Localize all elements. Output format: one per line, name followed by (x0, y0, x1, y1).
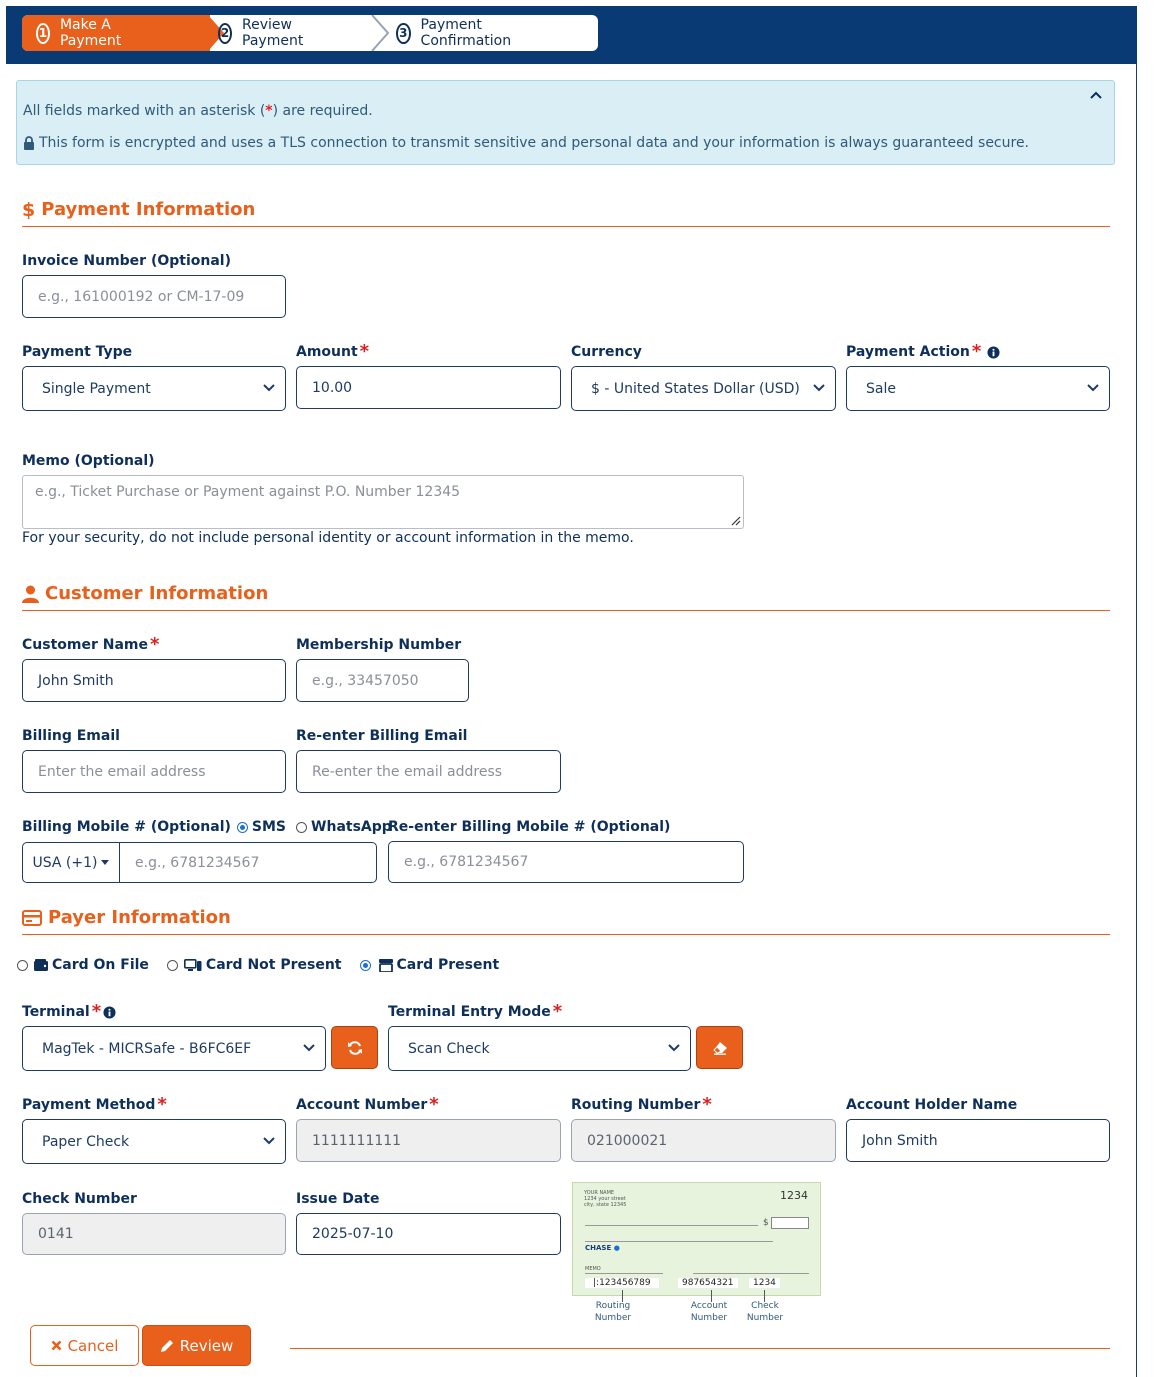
info-alert (16, 80, 1115, 165)
step-payment-confirmation[interactable] (396, 15, 518, 51)
issue-date-input[interactable]: 2025-07-10 (296, 1213, 561, 1255)
micr-check: 1234 (749, 1278, 780, 1288)
credit-card-icon (22, 910, 42, 926)
chevron-up-icon[interactable] (1088, 87, 1104, 103)
invoice-label: Invoice Number (Optional) (22, 253, 231, 269)
refresh-terminals-button[interactable] (331, 1026, 378, 1069)
card-not-present-radio[interactable] (167, 960, 178, 971)
section-payer-information: Payer Information (22, 901, 1110, 935)
card-on-file-radio[interactable] (17, 960, 28, 971)
section-customer-information: Customer Information (22, 577, 1110, 611)
payment-action-label: Payment Action * (846, 344, 1000, 360)
resize-handle-icon[interactable] (731, 516, 741, 526)
routing-number-input[interactable]: 021000021 (571, 1119, 836, 1162)
chevron-down-icon (262, 383, 276, 393)
invoice-input[interactable]: e.g., 161000192 or CM-17-09 (22, 275, 286, 318)
account-number-input[interactable]: 1111111111 (296, 1119, 561, 1162)
section-payment-information: $ Payment Information (22, 193, 1110, 227)
frame-border (1136, 64, 1137, 1377)
entry-mode-label: Terminal Entry Mode * (388, 1001, 563, 1022)
header-bar (6, 6, 1137, 64)
amount-input[interactable]: 10.00 (296, 366, 561, 409)
account-holder-input[interactable]: John Smith (846, 1119, 1110, 1162)
customer-name-label: Customer Name * (22, 634, 160, 655)
sms-label: SMS (251, 819, 287, 835)
issue-date-label: Issue Date (296, 1191, 380, 1207)
billing-mobile-label: Billing Mobile # (Optional) SMS WhatsApp (22, 819, 392, 835)
option-card-on-file[interactable]: Card On File (17, 957, 149, 973)
reenter-email-input[interactable]: Re-enter the email address (296, 750, 561, 793)
payment-method-select[interactable]: Paper Check (22, 1119, 286, 1164)
terminal-label: Terminal * (22, 1004, 116, 1020)
info-icon[interactable] (987, 346, 1000, 359)
clear-button[interactable] (696, 1026, 743, 1069)
chevron-down-icon (1086, 383, 1100, 393)
review-button[interactable]: Review (142, 1325, 251, 1366)
step-number: 1 (36, 23, 50, 44)
sms-radio[interactable] (237, 822, 248, 833)
check-label-account: Account Number (690, 1301, 728, 1323)
whatsapp-radio[interactable] (296, 822, 307, 833)
billing-email-input[interactable]: Enter the email address (22, 750, 286, 793)
lock-icon (23, 136, 35, 150)
micr-account: 987654321 (678, 1278, 738, 1288)
customer-name-input[interactable]: John Smith (22, 659, 286, 702)
dollar-icon: $ (22, 198, 36, 221)
store-icon (379, 959, 393, 972)
caret-down-icon (101, 860, 109, 865)
chevron-right-icon (370, 15, 390, 51)
account-holder-label: Account Holder Name (846, 1097, 1018, 1113)
billing-email-label: Billing Email (22, 728, 120, 744)
payment-type-label: Payment Type (22, 344, 133, 360)
required-note: All fields marked with an asterisk (*) are required. (23, 103, 373, 119)
chevron-down-icon (667, 1043, 681, 1053)
chevron-down-icon (262, 1136, 276, 1146)
whatsapp-label: WhatsApp (311, 819, 392, 835)
step-label: Review Payment (242, 17, 304, 49)
wallet-icon (34, 959, 48, 971)
footer-divider (290, 1348, 1110, 1349)
terminal-select[interactable]: MagTek - MICRSafe - B6FC6EF (22, 1026, 326, 1071)
step-review-payment[interactable] (218, 15, 310, 51)
reenter-email-label: Re-enter Billing Email (296, 728, 468, 744)
memo-textarea[interactable]: e.g., Ticket Purchase or Payment against P.O. Number 12345 (22, 475, 744, 529)
currency-select[interactable]: $ - United States Dollar (USD) (571, 366, 836, 411)
check-label-check: Check Number (746, 1301, 784, 1323)
memo-label: Memo (Optional) (22, 453, 155, 469)
billing-mobile-group (22, 842, 377, 883)
payment-method-label: Payment Method * (22, 1094, 167, 1115)
info-icon[interactable] (103, 1006, 116, 1019)
step-make-payment[interactable] (36, 15, 128, 51)
billing-mobile-input[interactable]: e.g., 6781234567 (135, 854, 260, 871)
payment-type-select[interactable]: Single Payment (22, 366, 286, 411)
cancel-button[interactable]: Cancel (30, 1325, 139, 1366)
option-card-not-present[interactable]: Card Not Present (167, 957, 342, 973)
payer-type-options (17, 957, 517, 973)
option-card-present[interactable]: Card Present (360, 957, 500, 973)
micr-routing: |:123456789 (585, 1278, 659, 1288)
close-icon (51, 1340, 62, 1351)
step-number: 3 (396, 23, 411, 44)
reenter-mobile-label: Re-enter Billing Mobile # (Optional) (388, 819, 671, 835)
user-icon (22, 585, 39, 603)
check-number-label: Check Number (22, 1191, 137, 1207)
chevron-down-icon (302, 1043, 316, 1053)
bank-logo: CHASE ● (585, 1244, 620, 1252)
eraser-icon (712, 1041, 728, 1055)
membership-input[interactable]: e.g., 33457050 (296, 659, 469, 702)
step-label: Payment Confirmation (420, 17, 512, 49)
sample-check-image: YOUR NAME 1234 your street city, state 12345 1234 $ CHASE ● MEMO |:123456789 987654321 1234 (572, 1182, 821, 1296)
entry-mode-select[interactable]: Scan Check (388, 1026, 691, 1071)
routing-number-label: Routing Number * (571, 1094, 712, 1115)
chevron-down-icon (812, 383, 826, 393)
step-label: Make A Payment (59, 17, 122, 49)
pencil-icon (160, 1339, 174, 1353)
card-present-radio[interactable] (360, 960, 371, 971)
membership-label: Membership Number (296, 637, 462, 653)
payment-action-select[interactable]: Sale (846, 366, 1110, 411)
memo-note: For your security, do not include personal identity or account information in the memo. (22, 530, 634, 546)
currency-label: Currency (571, 344, 642, 360)
refresh-icon (347, 1040, 363, 1056)
desktop-mobile-icon (184, 959, 202, 972)
check-label-routing: Routing Number (594, 1301, 632, 1323)
step-number: 2 (218, 23, 232, 44)
account-number-label: Account Number * (296, 1094, 439, 1115)
amount-label: Amount * (296, 341, 370, 362)
country-code-dropdown[interactable]: USA (+1) (23, 843, 120, 882)
reenter-mobile-input[interactable]: e.g., 6781234567 (388, 841, 744, 883)
secure-note: This form is encrypted and uses a TLS connection to transmit sensitive and personal data and your information is always guaranteed secure. (23, 135, 1029, 151)
check-number-input[interactable]: 0141 (22, 1213, 286, 1255)
